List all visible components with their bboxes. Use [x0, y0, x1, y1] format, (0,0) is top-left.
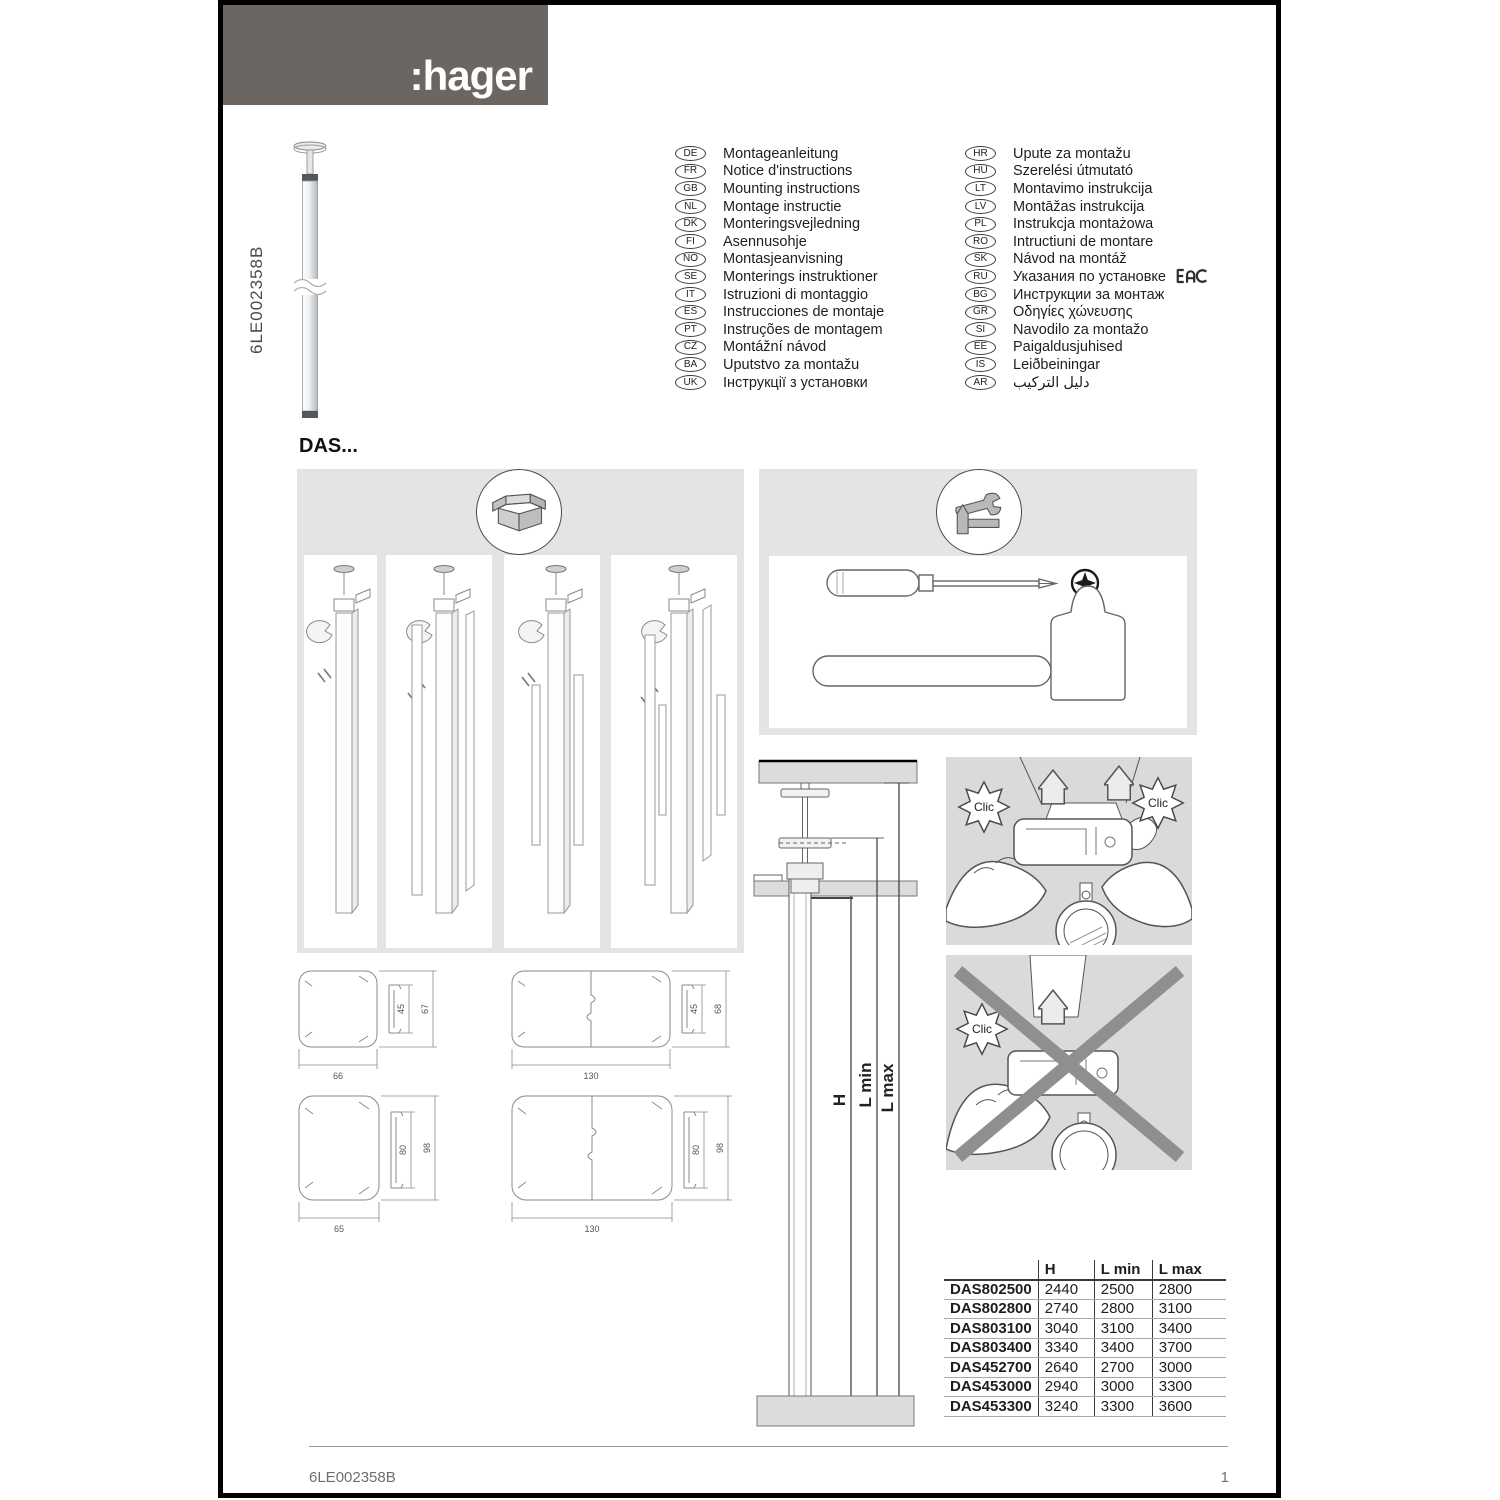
- kit-variant-panel-4: [611, 555, 737, 948]
- language-row: [675, 163, 965, 181]
- language-code-badge: UK: [675, 375, 706, 390]
- dim-inner: 80: [398, 1144, 408, 1156]
- cell-lmin: 3100: [1094, 1319, 1152, 1339]
- dim-label-lmax: L max: [878, 1063, 897, 1113]
- cell-lmax: 3400: [1152, 1319, 1226, 1339]
- language-row: [965, 321, 1255, 339]
- header-lmin: L min: [1094, 1260, 1152, 1280]
- tools-illustration: [769, 556, 1187, 728]
- language-code-badge: ES: [675, 305, 706, 320]
- language-row: [675, 180, 965, 198]
- dim-width: 65: [333, 1224, 345, 1234]
- footer-reference: 6LE002358B: [309, 1469, 396, 1486]
- language-label: Leiðbeiningar: [1013, 356, 1101, 373]
- language-label: Uputstvo za montažu: [723, 356, 860, 373]
- language-code-badge: RU: [965, 269, 996, 284]
- language-code-badge: GB: [675, 181, 706, 196]
- language-code-badge: HU: [965, 164, 996, 179]
- language-label: Monteringsvejledning: [723, 216, 861, 233]
- dim-inner: 80: [691, 1144, 701, 1156]
- install-diagram: [749, 755, 924, 1435]
- language-label: دليل التركيب: [1013, 374, 1090, 391]
- cell-model: DAS802800: [944, 1299, 1038, 1319]
- language-row: [965, 303, 1255, 321]
- language-row: [675, 374, 965, 392]
- cell-lmax: 3100: [1152, 1299, 1226, 1319]
- language-label: Istruzioni di montaggio: [723, 286, 869, 303]
- cell-lmax: 3700: [1152, 1338, 1226, 1358]
- dim-outer: 98: [715, 1142, 725, 1154]
- language-label: Asennusohje: [723, 233, 807, 250]
- language-list-right: [965, 145, 1255, 391]
- cross-section-130x98: [506, 1090, 751, 1240]
- cell-h: 2440: [1038, 1280, 1094, 1300]
- clic-panel-incorrect: [946, 955, 1192, 1170]
- footer-rule: [309, 1446, 1228, 1447]
- cell-lmax: 2800: [1152, 1280, 1226, 1300]
- brand-header: [223, 5, 548, 105]
- cell-lmax: 3600: [1152, 1397, 1226, 1417]
- clic-label: Clic: [974, 800, 994, 814]
- section-title: DAS...: [299, 435, 358, 457]
- language-row: [675, 286, 965, 304]
- cell-h: 3240: [1038, 1397, 1094, 1417]
- tools-panel: [759, 469, 1197, 735]
- language-code-badge: SE: [675, 269, 706, 284]
- cell-h: 2940: [1038, 1377, 1094, 1397]
- language-code-badge: IS: [965, 357, 996, 372]
- language-code-badge: EE: [965, 340, 996, 355]
- language-label: Navodilo za montažo: [1013, 321, 1149, 338]
- kit-variant-2-illustration: [386, 555, 492, 948]
- language-row: [675, 145, 965, 163]
- language-code-badge: BG: [965, 287, 996, 302]
- product-pole-illustration: [275, 133, 375, 428]
- language-row: [965, 268, 1255, 286]
- language-label: Mounting instructions: [723, 180, 861, 197]
- table-row: [944, 1338, 1226, 1358]
- header-model: [944, 1260, 1038, 1280]
- language-row: [675, 233, 965, 251]
- cell-model: DAS802500: [944, 1280, 1038, 1300]
- hager-logo: :hager: [409, 52, 532, 99]
- tools-icon-circle: [936, 469, 1022, 555]
- cell-model: DAS803400: [944, 1338, 1038, 1358]
- kit-variant-4-illustration: [611, 555, 737, 948]
- language-row: [965, 233, 1255, 251]
- dim-width: 130: [583, 1071, 599, 1081]
- language-row: [965, 339, 1255, 357]
- kit-variant-3-illustration: [504, 555, 600, 948]
- dim-outer: 68: [713, 1003, 723, 1015]
- language-code-badge: FR: [675, 164, 706, 179]
- language-code-badge: FI: [675, 234, 706, 249]
- language-row: [965, 145, 1255, 163]
- clic-label: Clic: [1148, 796, 1168, 810]
- language-row: [965, 374, 1255, 392]
- cell-model: DAS453000: [944, 1377, 1038, 1397]
- dim-width: 66: [332, 1071, 344, 1081]
- cross-section-65x98: [293, 1090, 478, 1240]
- language-row: [675, 303, 965, 321]
- cell-lmin: 3300: [1094, 1397, 1152, 1417]
- language-code-badge: BA: [675, 357, 706, 372]
- language-row: [675, 198, 965, 216]
- language-code-badge: PT: [675, 322, 706, 337]
- language-row: [965, 180, 1255, 198]
- language-label: Szerelési útmutató: [1013, 163, 1134, 180]
- language-label: Інструкції з установки: [723, 374, 868, 391]
- cross-section-66x67: [293, 965, 478, 1087]
- language-label: Instruções de montagem: [723, 321, 883, 338]
- language-code-badge: CZ: [675, 340, 706, 355]
- cell-model: DAS803100: [944, 1319, 1038, 1339]
- language-row: [965, 163, 1255, 181]
- table-row: [944, 1397, 1226, 1417]
- tools-illustration-panel: [769, 556, 1187, 728]
- cross-section-130x68: [506, 965, 751, 1087]
- open-box-icon: [489, 489, 549, 535]
- language-row: [965, 251, 1255, 269]
- table-row: [944, 1358, 1226, 1378]
- language-label: Upute za montažu: [1013, 145, 1131, 162]
- language-row: [675, 356, 965, 374]
- dim-inner: 45: [396, 1003, 406, 1015]
- language-code-badge: GR: [965, 305, 996, 320]
- screwdriver-illustration: [827, 570, 1098, 596]
- language-label: Montážní návod: [723, 339, 827, 356]
- language-row: [675, 321, 965, 339]
- language-label: Указания по установке: [1013, 268, 1166, 285]
- clic-panel-correct: [946, 757, 1192, 945]
- kit-variant-panel-3: [504, 555, 600, 948]
- cell-model: DAS452700: [944, 1358, 1038, 1378]
- cell-h: 3340: [1038, 1338, 1094, 1358]
- table-row: [944, 1280, 1226, 1300]
- spec-table-header-row: [944, 1260, 1226, 1280]
- language-label: Instrukcja montażowa: [1013, 216, 1154, 233]
- language-label: Montasjeanvisning: [723, 251, 844, 268]
- language-code-badge: LT: [965, 181, 996, 196]
- hammer-illustration: [813, 586, 1125, 700]
- cell-model: DAS453300: [944, 1397, 1038, 1417]
- language-row: [675, 339, 965, 357]
- language-label: Инструкции за монтаж: [1013, 286, 1165, 303]
- cell-lmin: 3000: [1094, 1377, 1152, 1397]
- language-code-badge: AR: [965, 375, 996, 390]
- language-code-badge: RO: [965, 234, 996, 249]
- cell-lmax: 3300: [1152, 1377, 1226, 1397]
- page-number: 1: [1220, 1469, 1229, 1486]
- language-row: [675, 268, 965, 286]
- language-code-badge: DK: [675, 217, 706, 232]
- language-code-badge: DE: [675, 146, 706, 161]
- packaging-icon-circle: [476, 469, 562, 555]
- language-label: Monterings instruktioner: [723, 268, 878, 285]
- cell-lmin: 2800: [1094, 1299, 1152, 1319]
- dim-outer: 98: [422, 1142, 432, 1154]
- cell-h: 2640: [1038, 1358, 1094, 1378]
- language-label: Montāžas instrukcija: [1013, 198, 1145, 215]
- language-row: [965, 286, 1255, 304]
- dim-label-lmin: L min: [856, 1062, 875, 1108]
- cell-lmin: 2700: [1094, 1358, 1152, 1378]
- language-label: Notice d'instructions: [723, 163, 853, 180]
- dim-outer: 67: [420, 1003, 430, 1015]
- language-label: Intructiuni de montare: [1013, 233, 1154, 250]
- eac-logo: [1175, 262, 1209, 290]
- header-h: H: [1038, 1260, 1094, 1280]
- language-list-left: [675, 145, 965, 391]
- header-lmax: L max: [1152, 1260, 1226, 1280]
- language-label: Montageanleitung: [723, 145, 839, 162]
- cell-h: 3040: [1038, 1319, 1094, 1339]
- language-row: [675, 215, 965, 233]
- language-label: Montage instructie: [723, 198, 842, 215]
- language-code-badge: NO: [675, 252, 706, 267]
- language-code-badge: LV: [965, 199, 996, 214]
- dim-inner: 45: [689, 1003, 699, 1015]
- language-row: [965, 198, 1255, 216]
- tools-icon: [950, 486, 1008, 538]
- cell-lmin: 3400: [1094, 1338, 1152, 1358]
- table-row: [944, 1299, 1226, 1319]
- dim-width: 130: [584, 1224, 600, 1234]
- language-label: Paigaldusjuhised: [1013, 339, 1123, 356]
- packaging-panel: [297, 469, 744, 953]
- table-row: [944, 1377, 1226, 1397]
- cell-h: 2740: [1038, 1299, 1094, 1319]
- language-code-badge: IT: [675, 287, 706, 302]
- language-code-badge: NL: [675, 199, 706, 214]
- language-label: Οδηγίες χώνευσης: [1013, 304, 1133, 321]
- language-code-badge: PL: [965, 217, 996, 232]
- spec-table: [944, 1260, 1226, 1417]
- language-label: Instrucciones de montaje: [723, 304, 885, 321]
- language-label: Montavimo instrukcija: [1013, 180, 1153, 197]
- language-code-badge: HR: [965, 146, 996, 161]
- cell-lmax: 3000: [1152, 1358, 1226, 1378]
- kit-variant-1-illustration: [304, 555, 377, 948]
- kit-variant-panel-1: [304, 555, 377, 948]
- language-row: [965, 356, 1255, 374]
- dim-label-h: H: [830, 1093, 849, 1107]
- table-row: [944, 1319, 1226, 1339]
- doc-reference-vertical: 6LE002358B: [247, 245, 266, 354]
- language-row: [965, 215, 1255, 233]
- language-code-badge: SI: [965, 322, 996, 337]
- language-code-badge: SK: [965, 252, 996, 267]
- kit-variant-panel-2: [386, 555, 492, 948]
- cell-lmin: 2500: [1094, 1280, 1152, 1300]
- clic-label: Clic: [972, 1022, 992, 1036]
- document-page: [218, 0, 1281, 1498]
- language-label: Návod na montáž: [1013, 251, 1127, 268]
- language-row: [675, 251, 965, 269]
